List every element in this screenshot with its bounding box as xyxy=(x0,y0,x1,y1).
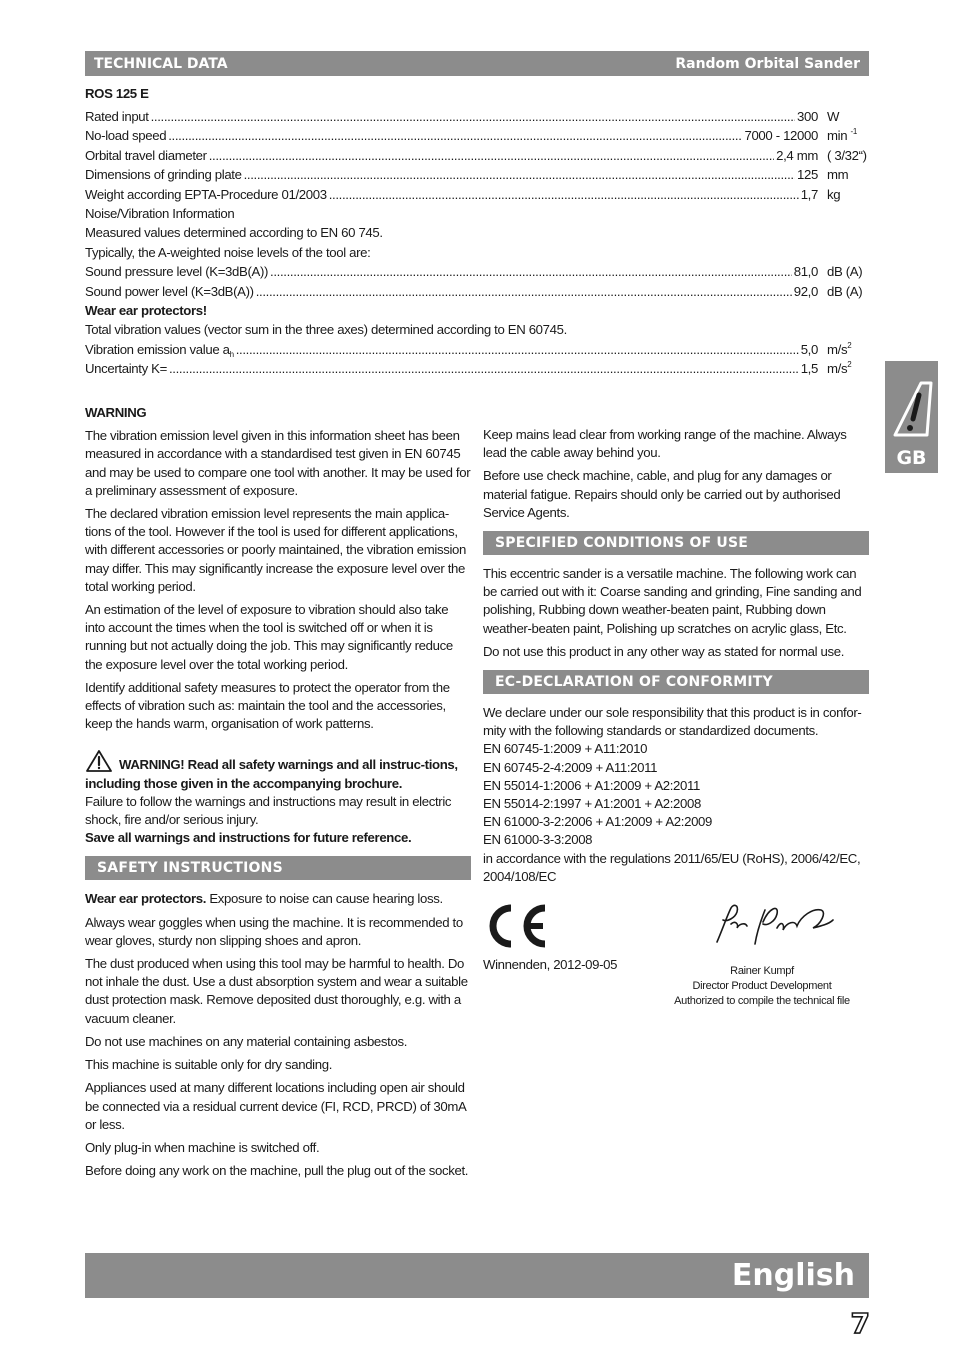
ec-declaration-heading: EC-DECLARATION OF CONFORMITY xyxy=(483,670,869,694)
language-side-tab xyxy=(885,361,938,473)
safety-paragraph: The dust produced when using this tool may be harmful to health. Do not inhale the dust. Use a dust absorption system and wear a suitable dust protection mask. Remove deposited dust thoroughly, e.g. with a vacuum cleaner. xyxy=(85,956,468,1026)
safety-paragraph: This machine is suitable only for dry sanding. xyxy=(85,1057,333,1073)
warning-title: WARNING xyxy=(85,405,147,420)
spec-row: Dimensions of grinding plate ..... 125 mm xyxy=(85,166,875,185)
signer-block xyxy=(673,964,851,1009)
header-bar xyxy=(85,51,869,76)
conditions-of-use-heading: SPECIFIED CONDITIONS OF USE xyxy=(483,531,869,555)
warning-paragraph: An estimation of the level of exposure to vibration should also take into account the times when the tool is switched off or when it is running but not actually doing the job. This may significantly reduce the exposure level over the total working period. xyxy=(85,602,453,672)
ec-intro: We declare under our sole responsibility that this product is in confor-mity with the following standards or standardized documents. xyxy=(483,705,862,739)
header-title: TECHNICAL DATA xyxy=(94,55,228,72)
signer-note: Authorized to compile the technical file xyxy=(674,995,850,1008)
spec-table xyxy=(85,108,875,379)
spec-text: Measured values determined according to EN 60 745. xyxy=(85,225,383,241)
warning-paragraph: The declared vibration emission level represents the main applica-tions of the tool. However if the tool is used for different applications, with different accessories or poorly maintained, the vibration emission may differ. This may significantly increase the exposure level over the total working period. xyxy=(85,506,466,594)
signer-name: Rainer Kumpf xyxy=(730,965,794,978)
right-column xyxy=(483,426,869,1028)
left-column xyxy=(85,404,471,1185)
warning-icon xyxy=(85,749,113,773)
conditions-paragraph: Do not use this product in any other way as stated for normal use. xyxy=(483,643,845,659)
general-warning-heading: WARNING! Read all safety warnings and all instruc-tions, including those given in the accompanying brochure. xyxy=(85,757,458,791)
general-warning-text: Failure to follow the warnings and instructions may result in electric shock, fire and/or serious injury. xyxy=(85,793,452,828)
warning-paragraph: Identify additional safety measures to protect the operator from the effects of vibration such as: maintain the tool and the accessories, keep the hands warm, organisation of work patterns. xyxy=(85,679,450,732)
warning-triangle-icon xyxy=(891,381,933,437)
general-warning-save: Save all warnings and instructions for future reference. xyxy=(85,830,412,846)
general-warning xyxy=(85,749,471,847)
spec-row: Uncertainty K= ..... 1,5 $m/s^2$ xyxy=(85,360,875,379)
safety-paragraph: Appliances used at many different locations including open air should be connected via a residual current device (FI, RCD, PRCD) of 30mA or less. xyxy=(85,1080,466,1132)
signature-image xyxy=(709,898,839,950)
safety-paragraph: Before doing any work on the machine, pull the plug out of the socket. xyxy=(85,1163,469,1179)
footer-language-bar xyxy=(85,1253,869,1298)
ec-standard: EN 61000-3-2:2006 + A1:2009 + A2:2009 xyxy=(483,814,713,830)
model-name: ROS 125 E xyxy=(85,86,149,101)
spec-text: Total vibration values (vector sum in the three axes) determined according to EN 60745. xyxy=(85,322,567,338)
spec-text: Wear ear protectors! xyxy=(85,302,207,318)
intro-paragraph: Keep mains lead clear from working range of the machine. Always lead the cable away behind you. xyxy=(483,427,847,461)
ec-regulations: in accordance with the regulations 2011/65/EU (RoHS), 2006/42/EC, 2004/108/EC xyxy=(483,850,861,884)
safety-paragraph: Wear ear protectors. Exposure to noise can cause hearing loss. xyxy=(85,891,443,907)
spec-row: Weight according EPTA-Procedure 01/2003 ..... 1,7 kg xyxy=(85,186,875,205)
safety-paragraph: Only plug-in when machine is switched off. xyxy=(85,1139,320,1155)
safety-paragraph: Do not use machines on any material containing asbestos. xyxy=(85,1033,408,1049)
spec-row: Orbital travel diameter ..... 2,4 mm ( 3/32“) xyxy=(85,147,875,166)
footer-language: English xyxy=(731,1258,855,1293)
ec-standard: EN 55014-2:1997 + A1:2001 + A2:2008 xyxy=(483,796,701,812)
safety-paragraph: Always wear goggles when using the machine. It is recommended to wear gloves, sturdy non slipping shoes and apron. xyxy=(85,914,463,948)
warning-paragraph: The vibration emission level given in this information sheet has been measured in accordance with a standardised test given in EN 60745 and may be used to compare one tool with another. It may be used for a preliminary assessment of exposure. xyxy=(85,428,471,498)
spec-row: Rated input ..... 300 W xyxy=(85,108,875,127)
spec-row: Sound power level (K=3dB(A)) ..... 92,0 dB (A) xyxy=(85,283,875,302)
spec-text: Noise/Vibration Information xyxy=(85,205,235,221)
spec-text: Typically, the A-weighted noise levels of the tool are: xyxy=(85,244,371,260)
conditions-paragraph: This eccentric sander is a versatile machine. The following work can be carried out with it: Coarse sanding and grinding, Fine sanding and polishing, Rubbing down weather-beaten paint, Rubbing down weather-beaten paint, Polishing up scratches on acrylic glass, Etc. xyxy=(483,566,862,636)
spec-row: Vibration emission value $a_h$ ..... 5,0 $m/s^2$ xyxy=(85,341,875,360)
page-number: 7 xyxy=(850,1307,870,1340)
ce-mark-icon xyxy=(485,902,551,950)
spec-row: No-load speed ..... 7000 - 12000 min $^{-1}$ xyxy=(85,127,875,146)
ec-standard: EN 60745-1:2009 + A11:2010 xyxy=(483,741,648,757)
ec-standard: EN 61000-3-3:2008 xyxy=(483,832,593,848)
spec-row: Sound pressure level (K=3dB(A)) ..... 81,0 dB (A) xyxy=(85,263,875,282)
header-product: Random Orbital Sander xyxy=(675,55,860,72)
declaration-signoff xyxy=(483,898,869,1028)
language-code: GB xyxy=(896,447,927,469)
signer-title: Director Product Development xyxy=(692,980,832,993)
place-date: Winnenden, 2012-09-05 xyxy=(483,957,618,973)
ec-standard: EN 60745-2-4:2009 + A11:2011 xyxy=(483,759,658,775)
intro-paragraph: Before use check machine, cable, and plug for any damages or material fatigue. Repairs should only be carried out by authorised Service Agents. xyxy=(483,468,841,520)
ec-standard: EN 55014-1:2006 + A1:2009 + A2:2011 xyxy=(483,777,701,793)
safety-instructions-heading: SAFETY INSTRUCTIONS xyxy=(85,856,471,880)
